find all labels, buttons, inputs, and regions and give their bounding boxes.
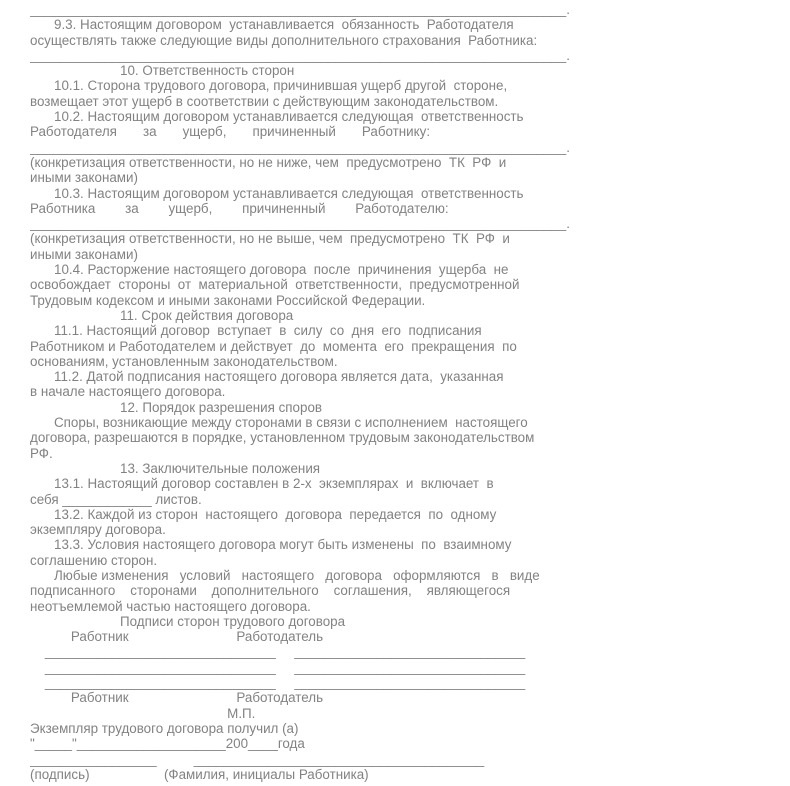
text-line: основаниям, установленным законодательством.	[30, 353, 338, 369]
text-line: "_____"____________________200____года	[30, 736, 305, 752]
paragraph-first-line: 11.2. Датой подписания настоящего договора является дата, указанная	[54, 369, 504, 385]
text-line: себя ____________ листов.	[30, 491, 202, 507]
paragraph-first-line: 13.1. Настоящий договор составлен в 2-х экземплярах и включает в	[54, 476, 494, 492]
text-line: Трудовым кодексом и иными законами Российской Федерации.	[30, 292, 426, 308]
paragraph-first-line: 10.2. Настоящим договором устанавливается следующая ответственность	[54, 109, 524, 125]
paragraph-first-line: 13.2. Каждой из сторон настоящего договора передается по одному	[54, 506, 497, 522]
text-line: Экземпляр трудового договора получил (а)	[30, 720, 299, 736]
paragraph-first-line: 10.1. Сторона трудового договора, причинившая ущерб другой стороне,	[54, 78, 508, 94]
text-line: (конкретизация ответственности, но не ниже, чем предусмотрено ТК РФ и	[30, 154, 507, 170]
paragraph-first-line: Споры, возникающие между сторонами в связи с исполнением настоящего	[54, 415, 528, 431]
text-line: в начале настоящего договора.	[30, 384, 226, 400]
blank-fill-line: ________________________________________________________________________.	[30, 139, 570, 155]
paragraph-first-line: 11.1. Настоящий договор вступает в силу со дня его подписания	[54, 323, 482, 339]
section-heading: 11. Срок действия договора	[120, 307, 294, 323]
blank-fill-line: ________________________________________________________________________.	[30, 2, 570, 17]
text-line: иными законами)	[30, 170, 138, 186]
blank-fill-line: ________________________________________________________________________.	[30, 47, 570, 63]
text-line: Работника за ущерб, причиненный Работодателю:	[30, 200, 449, 216]
text-line: Работодателя за ущерб, причиненный Работнику:	[30, 124, 431, 140]
text-line: возмещает этот ущерб в соответствии с действующим законодательством.	[30, 93, 499, 109]
text-line: соглашению сторон.	[30, 552, 158, 568]
paragraph-first-line: 13.3. Условия настоящего договора могут быть изменены по взаимному	[54, 537, 512, 553]
signature-line: _________________ _______________________________________	[30, 751, 485, 767]
text-line: неотъемлемой частью настоящего договора.	[30, 598, 311, 614]
text-line: (подпись) (Фамилия, инициалы Работника)	[30, 766, 369, 782]
blank-fill-line: ________________________________________________________________________.	[30, 216, 570, 232]
paragraph-first-line: 10.3. Настоящим договором устанавливается следующая ответственность	[54, 185, 524, 201]
paragraph-first-line: 10.4. Расторжение настоящего договора после причинения ущерба не	[54, 262, 509, 278]
text-line: осуществлять также следующие виды дополнительного страхования Работника:	[30, 32, 538, 48]
section-heading: 12. Порядок разрешения споров	[120, 399, 323, 415]
section-heading: Подписи сторон трудового договора	[120, 613, 346, 629]
section-heading: 13. Заключительные положения	[120, 460, 321, 476]
text-line: РФ.	[30, 445, 53, 461]
signature-line: _______________________________ _______________________________	[30, 644, 526, 660]
text-line: экземпляру договора.	[30, 522, 166, 538]
signature-line: _______________________________ _______________________________	[30, 675, 526, 691]
text-line: М.П.	[30, 705, 256, 721]
text-line: иными законами)	[30, 246, 138, 262]
text-line: освобождает стороны от материальной ответственности, предусмотренной	[30, 277, 520, 293]
text-line: подписанного сторонами дополнительного соглашения, являющегося	[30, 583, 511, 599]
section-heading: 10. Ответственность сторон	[120, 63, 295, 79]
text-line: Работник Работодатель	[30, 690, 324, 706]
signature-line: _______________________________ _______________________________	[30, 659, 526, 675]
text-line: Работник Работодатель	[30, 629, 324, 645]
text-line: Работником и Работодателем и действует до момента его прекращения по	[30, 338, 517, 354]
text-line: договора, разрешаются в порядке, установленном трудовым законодательством	[30, 430, 535, 446]
paragraph-first-line: Любые изменения условий настоящего договора оформляются в виде	[54, 567, 540, 583]
text-line: (конкретизация ответственности, но не выше, чем предусмотрено ТК РФ и	[30, 231, 510, 247]
paragraph-first-line: 9.3. Настоящим договором устанавливается обязанность Работодателя	[54, 17, 514, 33]
